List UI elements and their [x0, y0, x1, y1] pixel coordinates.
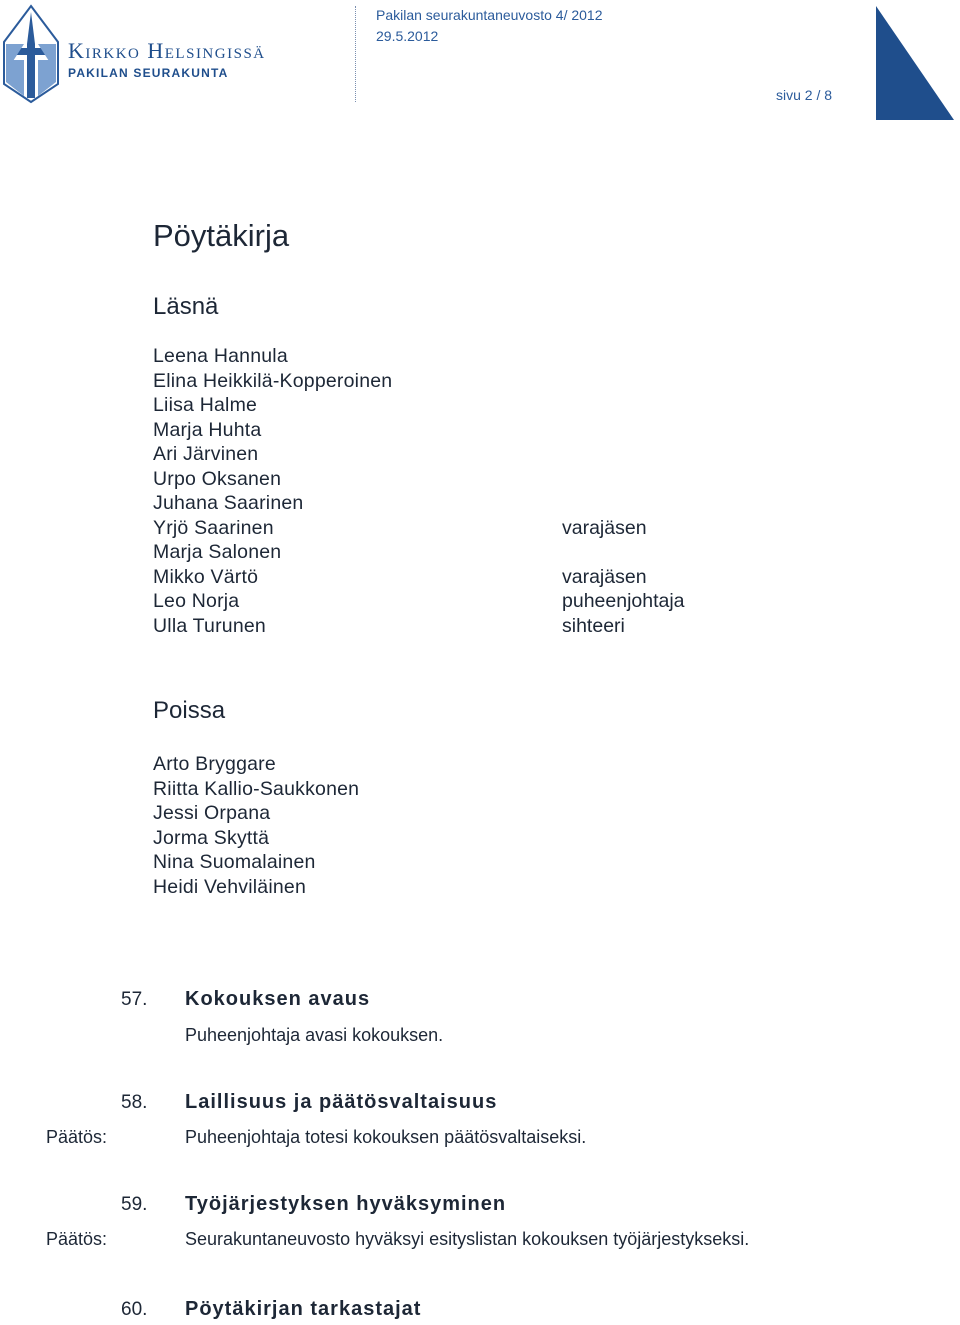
- absent-member: Arto Bryggare: [153, 753, 276, 775]
- item-decision-text: Puheenjohtaja totesi kokouksen päätösvaltaiseksi.: [185, 1127, 587, 1147]
- present-member: Mikko Värtö: [153, 565, 259, 588]
- present-member: Yrjö Saarinen: [153, 516, 274, 539]
- parish-name: PAKILAN SEURAKUNTA: [68, 66, 229, 80]
- member-role: sihteeri: [562, 614, 625, 637]
- page-title: Pöytäkirja: [153, 218, 290, 253]
- item-title: Työjärjestyksen hyväksyminen: [185, 1193, 507, 1215]
- absent-member: Riitta Kallio-Saukkonen: [153, 777, 360, 800]
- absent-list: [153, 752, 359, 899]
- present-member: Ulla Turunen: [153, 614, 266, 637]
- item-number: 57.: [121, 989, 148, 1010]
- present-heading: Läsnä: [153, 293, 219, 320]
- page-number: sivu 2 / 8: [776, 87, 833, 103]
- item-title: Pöytäkirjan tarkastajat: [185, 1298, 422, 1320]
- present-member: Leena Hannula: [153, 345, 288, 367]
- item-decision-text: Seurakuntaneuvosto hyväksyi esityslistan kokouksen työjärjestykseksi.: [185, 1229, 750, 1249]
- present-member: Leo Norja: [153, 590, 240, 612]
- present-member: Elina Heikkilä-Kopperoinen: [153, 369, 393, 392]
- present-member: Liisa Halme: [153, 394, 258, 416]
- member-role: puheenjohtaja: [562, 590, 685, 612]
- absent-heading: Poissa: [153, 697, 226, 724]
- present-member: Juhana Saarinen: [153, 492, 304, 514]
- header-divider: [355, 6, 356, 102]
- organization-name: Kirkko Helsingissä: [68, 38, 266, 63]
- decision-label: Päätös:: [46, 1127, 108, 1147]
- corner-triangle-icon: [876, 6, 956, 122]
- absent-member: Jorma Skyttä: [153, 826, 270, 849]
- absent-member: Heidi Vehviläinen: [153, 875, 307, 898]
- present-member: Ari Järvinen: [153, 443, 259, 465]
- document-reference: Pakilan seurakuntaneuvosto 4/ 2012: [376, 7, 603, 23]
- church-cross-logo-icon: [2, 4, 60, 104]
- present-list: [153, 344, 392, 638]
- member-role: varajäsen: [562, 565, 647, 588]
- decision-label: Päätös:: [46, 1229, 108, 1249]
- document-date: 29.5.2012: [376, 28, 439, 44]
- item-decision-text: Puheenjohtaja avasi kokouksen.: [185, 1025, 444, 1045]
- item-number: 58.: [121, 1092, 148, 1113]
- item-title: Laillisuus ja päätösvaltaisuus: [185, 1091, 498, 1113]
- present-member: Urpo Oksanen: [153, 467, 282, 490]
- item-number: 59.: [121, 1194, 148, 1215]
- absent-member: Jessi Orpana: [153, 802, 271, 824]
- present-member: Marja Salonen: [153, 541, 282, 563]
- present-member: Marja Huhta: [153, 418, 262, 441]
- item-number: 60.: [121, 1299, 148, 1320]
- item-title: Kokouksen avaus: [185, 988, 371, 1010]
- member-role: varajäsen: [562, 516, 647, 539]
- absent-member: Nina Suomalainen: [153, 851, 316, 873]
